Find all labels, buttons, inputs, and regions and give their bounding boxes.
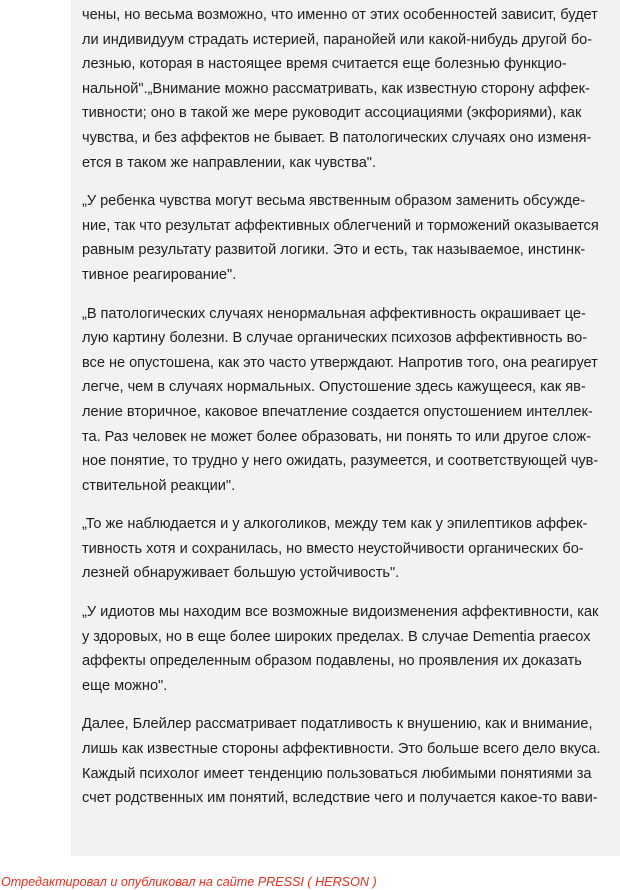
text-line: Каждый психолог имеет тенденцию пользоваться любимыми понятиями за bbox=[82, 765, 592, 782]
text-line: у здоровых, но в еще более широких пределах. В случае Dementia praecox bbox=[82, 628, 591, 645]
text-line: чены, но весьма возможно, что именно от этих особенностей зависит, будет bbox=[82, 7, 598, 23]
text-line: лую картину болезни. В случае органических психозов аффективность во- bbox=[82, 330, 588, 347]
text-line: нальной".„Внимание можно рассматривать, как известную сторону аффек- bbox=[82, 80, 590, 97]
text-line: ствительной реакции". bbox=[82, 477, 236, 494]
text-line: равным результату развитой логики. Это и есть, так называемое, инстинк- bbox=[82, 242, 586, 259]
text-line: легче, чем в случаях нормальных. Опустошение здесь кажущееся, как яв- bbox=[82, 379, 586, 396]
text-line: Далее, Блейлер рассматривает податливость к внушению, как и внимание, bbox=[82, 716, 593, 733]
text-line: „У ребенка чувства могут весьма явственным образом заменить обсужде- bbox=[82, 193, 586, 210]
text-line: ление вторичное, каковое впечатление создается опустошением интеллек- bbox=[82, 403, 593, 420]
text-line: та. Раз человек не может более образовать, ни понять то или другое слож- bbox=[82, 428, 591, 445]
text-line: лезнью, которая в настоящее время считается еще болезнью функцио- bbox=[82, 56, 567, 73]
text-line: „То же наблюдается и у алкоголиков, между тем как у эпилептиков аффек- bbox=[82, 516, 588, 533]
paragraph bbox=[82, 302, 620, 499]
text-line: ние, так что результат аффективных облегчений и торможений оказывается bbox=[82, 217, 599, 234]
text-panel bbox=[71, 0, 620, 856]
paragraph bbox=[82, 512, 620, 586]
text-line: чувства, и без аффектов не бывает. В патологических случаях оно изменя- bbox=[82, 129, 592, 146]
text-line: счет родственных им понятий, вследствие чего и получается какое-то вави- bbox=[82, 790, 598, 807]
text-line: „У идиотов мы находим все возможные видоизменения аффективности, как bbox=[82, 604, 599, 621]
text-line: тивности; оно в такой же мере руководит ассоциациями (экфориями), как bbox=[82, 105, 582, 122]
paragraph bbox=[82, 712, 620, 810]
text-line: тивность хотя и сохранилась, но вместо неустойчивости органических бо- bbox=[82, 540, 584, 557]
paragraph bbox=[82, 189, 620, 287]
text-line: „В патологических случаях ненормальная аффективность окрашивает це- bbox=[82, 305, 586, 322]
text-line: ется в таком же направлении, как чувства". bbox=[82, 154, 377, 171]
footer-credit: Отредактировал и опубликовал на сайте PRESSI ( HERSON ) bbox=[1, 875, 377, 889]
text-line: ли индивидуум страдать истерией, паранойей или какой-нибудь другой бо- bbox=[82, 31, 593, 48]
text-line: лишь как известные стороны аффективности. Это больше всего дело вкуса. bbox=[82, 741, 601, 758]
text-line: все не опустошена, как это часто утверждают. Напротив того, она реагирует bbox=[82, 354, 598, 371]
paragraph bbox=[82, 3, 620, 175]
paragraph bbox=[82, 600, 620, 698]
text-line: лезней обнаруживает большую устойчивость". bbox=[82, 565, 400, 582]
text-line: еще можно". bbox=[82, 677, 168, 694]
body-text bbox=[82, 3, 620, 825]
text-line: ное понятие, то трудно у него ожидать, разумеется, и соответствующей чув- bbox=[82, 453, 599, 470]
text-line: аффекты определенным образом подавлены, но проявления их доказать bbox=[82, 653, 582, 670]
text-line: тивное реагирование". bbox=[82, 266, 237, 283]
